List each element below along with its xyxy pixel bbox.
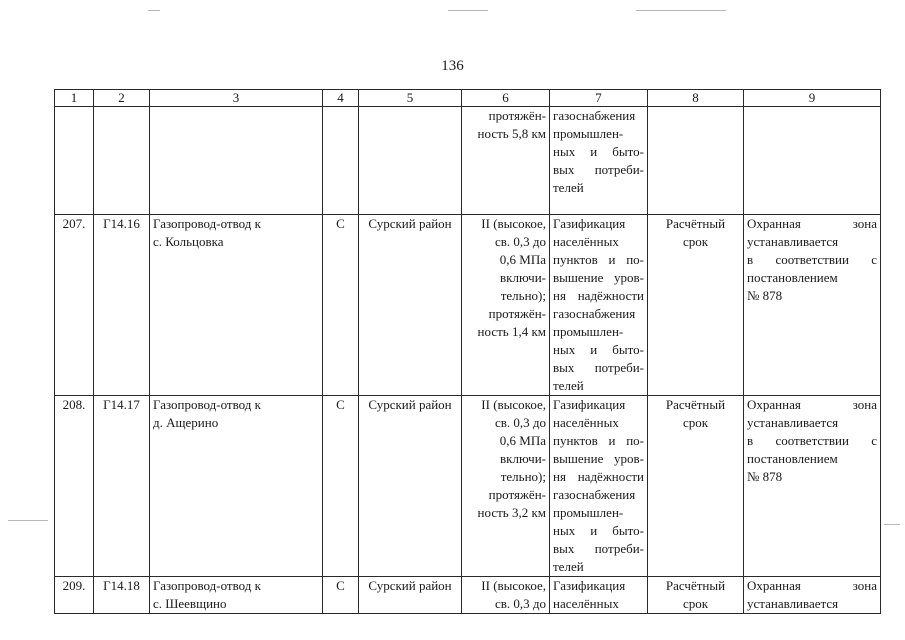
cell-line: Газопровод-отвод к <box>153 578 261 593</box>
cell-purpose <box>550 396 648 577</box>
cell-line: Газификация <box>553 397 626 412</box>
cell-line: протяжён- <box>488 487 546 502</box>
cell-line: с. Шеевщино <box>153 596 227 611</box>
cell-line: газоснабжения <box>553 108 636 123</box>
cell-line: II (высокое, <box>481 397 546 412</box>
cell-line: св. 0,3 до <box>494 234 546 249</box>
scan-mark-left <box>8 520 48 521</box>
cell-code: Г14.18 <box>94 577 150 614</box>
cell-purpose <box>550 215 648 396</box>
page-number: 136 <box>441 58 464 74</box>
cell-empty <box>150 107 323 215</box>
header-col-6: 6 <box>462 90 550 107</box>
cell-zone <box>744 396 881 577</box>
cell-location: Сурский район <box>359 215 462 396</box>
gas-pipeline-table <box>54 89 881 614</box>
cell-line: пунктов и по- <box>553 252 644 267</box>
cell-line: срок <box>682 415 709 430</box>
cell-line: тельно); <box>500 288 546 303</box>
scan-mark-top-left <box>148 10 160 11</box>
cell-line: телей <box>553 559 584 574</box>
cell-term <box>648 215 744 396</box>
cell-term <box>648 577 744 614</box>
cell-line: ных и быто- <box>553 342 644 357</box>
cell-line: св. 0,3 до <box>494 415 546 430</box>
cell-line: Охранная зона <box>747 397 877 412</box>
cell-line: протяжён- <box>488 108 546 123</box>
cell-line: Охранная зона <box>747 216 877 231</box>
cell-params <box>462 396 550 577</box>
cell-line: пунктов и по- <box>553 433 644 448</box>
cell-term <box>648 396 744 577</box>
cell-line: населённых <box>553 415 619 430</box>
cell-line: ных и быто- <box>553 144 644 159</box>
header-col-4: 4 <box>323 90 359 107</box>
cell-line: Охранная зона <box>747 578 877 593</box>
scan-mark-top-right <box>636 10 726 11</box>
cell-line: включи- <box>500 270 546 285</box>
cell-line: с. Кольцовка <box>153 234 224 249</box>
cell-empty <box>744 107 881 215</box>
cell-line: Расчётный <box>665 578 726 593</box>
cell-line: телей <box>553 180 584 195</box>
cell-number: 209. <box>55 577 94 614</box>
cell-line: вых потреби- <box>553 360 644 375</box>
cell-line: вых потреби- <box>553 162 644 177</box>
cell-location: Сурский район <box>359 396 462 577</box>
cell-line: II (высокое, <box>481 216 546 231</box>
cell-line: населённых <box>553 234 619 249</box>
cell-purpose <box>550 107 648 215</box>
header-col-9: 9 <box>744 90 881 107</box>
cell-line: ня надёжности <box>553 288 644 303</box>
cell-line: промышлен- <box>553 324 624 339</box>
cell-line: срок <box>682 596 709 611</box>
cell-number: 207. <box>55 215 94 396</box>
cell-zone <box>744 577 881 614</box>
cell-location: Сурский район <box>359 577 462 614</box>
cell-zone <box>744 215 881 396</box>
cell-line: ных и быто- <box>553 523 644 538</box>
cell-line: ность 1,4 км <box>477 324 546 339</box>
cell-line: устанавливается <box>747 596 839 611</box>
cell-name <box>150 215 323 396</box>
cell-line: устанавливается <box>747 234 839 249</box>
cell-line: телей <box>553 378 584 393</box>
cell-status: С <box>323 577 359 614</box>
cell-line: Газопровод-отвод к <box>153 397 261 412</box>
table-row <box>55 215 881 396</box>
cell-number: 208. <box>55 396 94 577</box>
cell-line: тельно); <box>500 469 546 484</box>
cell-params <box>462 215 550 396</box>
cell-line: срок <box>682 234 709 249</box>
cell-empty <box>94 107 150 215</box>
cell-line: № 878 <box>747 469 783 484</box>
table-row <box>55 577 881 614</box>
table-row <box>55 396 881 577</box>
header-col-7: 7 <box>550 90 648 107</box>
continuation-row <box>55 107 881 215</box>
cell-code: Г14.16 <box>94 215 150 396</box>
header-col-5: 5 <box>359 90 462 107</box>
cell-line: в соответствии с <box>747 252 877 267</box>
cell-empty <box>55 107 94 215</box>
cell-line: ня надёжности <box>553 469 644 484</box>
scan-mark-right <box>884 524 900 525</box>
cell-line: Расчётный <box>665 216 726 231</box>
cell-line: Газификация <box>553 216 626 231</box>
cell-line: ность 3,2 км <box>477 505 546 520</box>
cell-line: Газопровод-отвод к <box>153 216 261 231</box>
cell-line: вышение уров- <box>553 270 644 285</box>
cell-line: протяжён- <box>488 306 546 321</box>
cell-line: включи- <box>500 451 546 466</box>
cell-line: в соответствии с <box>747 433 877 448</box>
cell-params <box>462 577 550 614</box>
header-col-1: 1 <box>55 90 94 107</box>
cell-line: постановлением <box>747 451 838 466</box>
header-col-2: 2 <box>94 90 150 107</box>
cell-code: Г14.17 <box>94 396 150 577</box>
cell-line: II (высокое, <box>481 578 546 593</box>
cell-line: вышение уров- <box>553 451 644 466</box>
cell-line: устанавливается <box>747 415 839 430</box>
cell-line: газоснабжения <box>553 487 636 502</box>
cell-line: постановлением <box>747 270 838 285</box>
cell-line: 0,6 МПа <box>499 252 546 267</box>
cell-line: газоснабжения <box>553 306 636 321</box>
cell-line: 0,6 МПа <box>499 433 546 448</box>
cell-status: С <box>323 215 359 396</box>
cell-params <box>462 107 550 215</box>
cell-line: д. Ащерино <box>153 415 219 430</box>
header-col-8: 8 <box>648 90 744 107</box>
cell-line: Расчётный <box>665 397 726 412</box>
cell-empty <box>323 107 359 215</box>
cell-line: промышлен- <box>553 505 624 520</box>
cell-empty <box>648 107 744 215</box>
cell-name <box>150 577 323 614</box>
cell-status: С <box>323 396 359 577</box>
scan-mark-top-mid <box>448 10 488 11</box>
cell-line: промышлен- <box>553 126 624 141</box>
cell-line: вых потреби- <box>553 541 644 556</box>
header-col-3: 3 <box>150 90 323 107</box>
cell-line: Газификация <box>553 578 626 593</box>
cell-line: населённых <box>553 596 619 611</box>
cell-name <box>150 396 323 577</box>
cell-line: № 878 <box>747 288 783 303</box>
cell-line: ность 5,8 км <box>477 126 546 141</box>
cell-line: св. 0,3 до <box>494 596 546 611</box>
header-row <box>55 90 881 107</box>
cell-purpose <box>550 577 648 614</box>
cell-empty <box>359 107 462 215</box>
